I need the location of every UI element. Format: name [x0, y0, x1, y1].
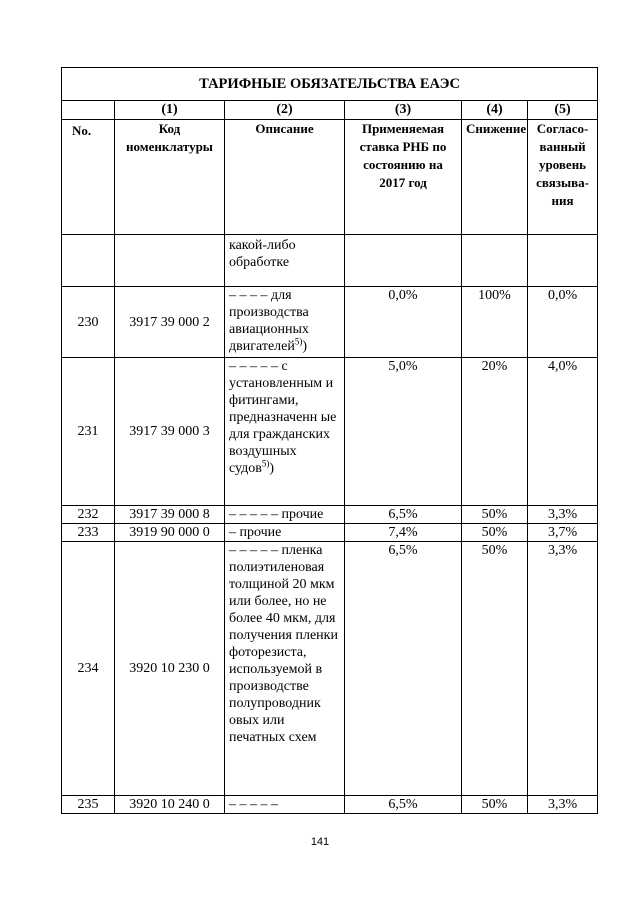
reduction: 50%	[462, 542, 528, 796]
tariff-table	[61, 67, 598, 814]
row-number: 230	[62, 287, 115, 358]
col-number-1: (1)	[115, 101, 225, 120]
nomenclature-code: 3917 39 000 8	[115, 506, 225, 524]
header-applied-rate: Применяемая ставка РНБ по состоянию на 2017 год	[345, 120, 462, 235]
applied-rate: 6,5%	[345, 796, 462, 814]
row-description: – прочие	[225, 524, 345, 542]
nomenclature-code: 3917 39 000 2	[115, 287, 225, 358]
header-code: Код номенклатуры	[115, 120, 225, 235]
bound-level: 4,0%	[528, 358, 598, 506]
table-row	[62, 524, 598, 542]
col-number-2: (2)	[225, 101, 345, 120]
applied-rate: 6,5%	[345, 542, 462, 796]
empty-cell	[62, 101, 115, 120]
bound-level: 3,3%	[528, 542, 598, 796]
row-description: – – – – –	[225, 796, 345, 814]
reduction: 50%	[462, 524, 528, 542]
header-reduction: Снижение	[462, 120, 528, 235]
footnote-ref: 5)	[261, 458, 270, 469]
table-row	[62, 796, 598, 814]
row-description: – – – – для производства авиационных двигателей$^{5)}$)	[225, 287, 345, 358]
col-number-4: (4)	[462, 101, 528, 120]
col-number-5: (5)	[528, 101, 598, 120]
applied-rate: 7,4%	[345, 524, 462, 542]
row-description: – – – – – пленка полиэтиленовая толщиной 20 мкм или более, но не более 40 мкм, для получения пленки фоторезиста, используемой в производстве полупроводник овых или печатных схем	[225, 542, 345, 796]
applied-rate: 5,0%	[345, 358, 462, 506]
col-number-3: (3)	[345, 101, 462, 120]
table-row	[62, 542, 598, 796]
footnote-ref: 5)	[294, 336, 303, 347]
bound-level: 3,3%	[528, 506, 598, 524]
row-description: – – – – – с установленным и фитингами, предназначенн ые для гражданских воздушных судов$^{5)}$)	[225, 358, 345, 506]
row-number: 234	[62, 542, 115, 796]
row-number: 233	[62, 524, 115, 542]
bound-level: 3,3%	[528, 796, 598, 814]
nomenclature-code: 3920 10 230 0	[115, 542, 225, 796]
row-number: 231	[62, 358, 115, 506]
reduction: 20%	[462, 358, 528, 506]
row-number: 232	[62, 506, 115, 524]
header-row	[62, 120, 598, 235]
row-description: – – – – – прочие	[225, 506, 345, 524]
table-title: ТАРИФНЫЕ ОБЯЗАТЕЛЬСТВА ЕАЭС	[62, 68, 598, 101]
applied-rate: 0,0%	[345, 287, 462, 358]
reduction: 100%	[462, 287, 528, 358]
table-row	[62, 506, 598, 524]
applied-rate: 6,5%	[345, 506, 462, 524]
nomenclature-code: 3919 90 000 0	[115, 524, 225, 542]
continuation-description: какой-либо обработке	[225, 235, 345, 287]
reduction: 50%	[462, 506, 528, 524]
header-description: Описание	[225, 120, 345, 235]
header-agreed-level: Согласо-ванный уровень связыва-ния	[528, 120, 598, 235]
bound-level: 3,7%	[528, 524, 598, 542]
nomenclature-code: 3917 39 000 3	[115, 358, 225, 506]
reduction: 50%	[462, 796, 528, 814]
continuation-row	[62, 235, 598, 287]
column-number-row	[62, 101, 598, 120]
table-row	[62, 358, 598, 506]
bound-level: 0,0%	[528, 287, 598, 358]
row-number: 235	[62, 796, 115, 814]
table-row	[62, 287, 598, 358]
nomenclature-code: 3920 10 240 0	[115, 796, 225, 814]
page-number: 141	[310, 836, 330, 848]
header-no: No.	[62, 120, 115, 235]
